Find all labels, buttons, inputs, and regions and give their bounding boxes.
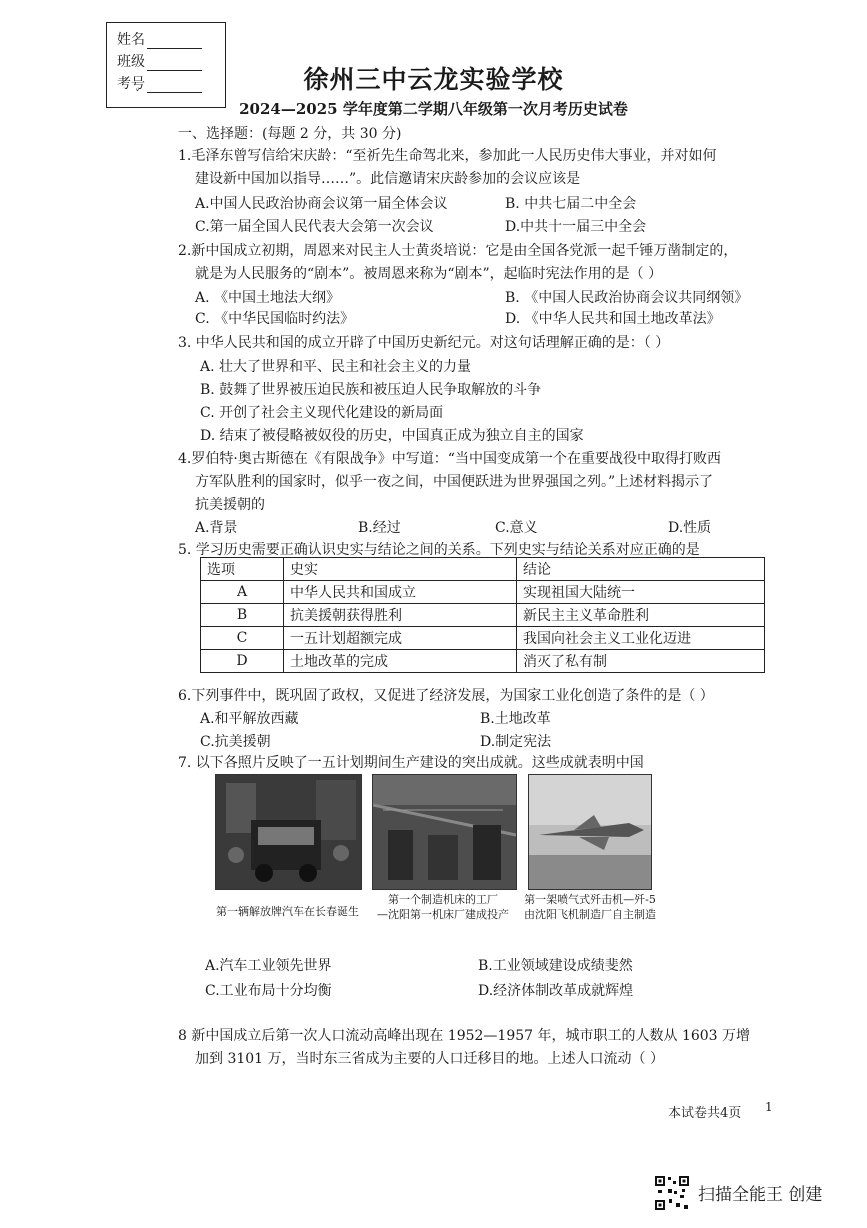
question-3: 3. 中华人民共和国的成立开辟了中国历史新纪元。对这句话理解正确的是：（ ） xyxy=(178,335,670,351)
q7-option-b: B.工业领域建设成绩斐然 xyxy=(478,958,633,974)
caption-jet-line1: 第一架喷气式歼击机—歼-5 xyxy=(524,893,656,906)
q4-option-b: B.经过 xyxy=(358,520,401,536)
question-4-cont: 方军队胜利的国家时，似乎一夜之间，中国便跃进为世界强国之列。”上述材料揭示了 xyxy=(195,474,714,490)
table-cell: A xyxy=(201,581,284,604)
q6-option-c: C.抗美援朝 xyxy=(200,734,271,750)
qr-code-icon xyxy=(654,1175,690,1211)
q1-option-d: D.中共十一届三中全会 xyxy=(505,219,647,235)
table-cell: 实现祖国大陆统一 xyxy=(517,581,765,604)
table-cell: 新民主主义革命胜利 xyxy=(517,604,765,627)
q3-option-b: B. 鼓舞了世界被压迫民族和被压迫人民争取解放的斗争 xyxy=(200,382,542,398)
table-header-row xyxy=(201,558,765,581)
q6-option-b: B.土地改革 xyxy=(480,711,551,727)
table-header-cell: 结论 xyxy=(517,558,765,581)
id-label: 考号 xyxy=(117,76,145,92)
table-cell: 一五计划超额完成 xyxy=(284,627,517,650)
question-1: 1.毛泽东曾写信给宋庆龄：“至祈先生命驾北来，参加此一人民历史伟大事业，并对如何 xyxy=(178,148,717,164)
caption-factory xyxy=(368,892,518,928)
question-7: 7. 以下各照片反映了一五计划期间生产建设的突出成就。这些成就表明中国 xyxy=(178,755,644,771)
question-2-cont: 就是为人民服务的“剧本”。被周恩来称为“剧本”，起临时宪法作用的是（ ） xyxy=(195,266,663,282)
q5-table xyxy=(200,557,765,673)
q1-option-c: C.第一届全国人民代表大会第一次会议 xyxy=(195,219,434,235)
table-cell: C xyxy=(201,627,284,650)
table-cell: 土地改革的完成 xyxy=(284,650,517,673)
question-6: 6.下列事件中，既巩固了政权，又促进了经济发展，为国家工业化创造了条件的是（ ） xyxy=(178,688,714,704)
question-2: 2.新中国成立初期，周恩来对民主人士黄炎培说：它是由全国各党派一起千锤万凿制定的， xyxy=(178,243,738,259)
table-row xyxy=(201,627,765,650)
caption-jet xyxy=(520,892,660,928)
q3-option-a: A. 壮大了世界和平、民主和社会主义的力量 xyxy=(200,359,472,375)
page-number: 1 xyxy=(765,1100,773,1114)
q1-option-a: A.中国人民政治协商会议第一届全体会议 xyxy=(195,196,448,212)
question-8-cont: 加到 3101 万，当时东三省成为主要的人口迁移目的地。上述人口流动（ ） xyxy=(195,1051,664,1067)
photo-factory xyxy=(372,774,517,890)
q7-option-a: A.汽车工业领先世界 xyxy=(205,958,332,974)
truck-icon xyxy=(216,775,361,889)
q1-option-b: B. 中共七届二中全会 xyxy=(505,196,637,212)
name-label: 姓名 xyxy=(117,32,145,48)
caption-jet-line2: 由沈阳飞机制造厂自主制造 xyxy=(524,908,656,921)
q2-option-c: C. 《中华民国临时约法》 xyxy=(195,311,355,327)
box-mark: ˅ xyxy=(135,89,140,100)
q7-option-c: C.工业布局十分均衡 xyxy=(205,983,332,999)
jet-icon xyxy=(529,775,651,889)
table-cell: 我国向社会主义工业化迈进 xyxy=(517,627,765,650)
q2-option-d: D. 《中华人民共和国土地改革法》 xyxy=(505,311,721,327)
q6-option-d: D.制定宪法 xyxy=(480,734,552,750)
q4-option-d: D.性质 xyxy=(668,520,712,536)
question-8: 8 新中国成立后第一次人口流动高峰出现在 1952—1957 年，城市职工的人数从 1603 万增 xyxy=(178,1028,751,1044)
table-cell: B xyxy=(201,604,284,627)
table-row xyxy=(201,604,765,627)
name-field xyxy=(117,29,202,49)
table-cell: 中华人民共和国成立 xyxy=(284,581,517,604)
q2-option-a: A. 《中国土地法大纲》 xyxy=(195,290,341,306)
class-label: 班级 xyxy=(117,54,145,70)
caption-factory-line1: 第一个制造机床的工厂 xyxy=(388,893,498,906)
q3-option-c: C. 开创了社会主义现代化建设的新局面 xyxy=(200,405,444,421)
school-name: 徐州三中云龙实验学校 xyxy=(303,65,564,94)
question-1-cont: 建设新中国加以指导……”。此信邀请宋庆龄参加的会议应该是 xyxy=(195,171,581,187)
q7-option-d: D.经济体制改革成就辉煌 xyxy=(478,983,634,999)
q4-option-a: A.背景 xyxy=(195,520,238,536)
photo-jet xyxy=(528,774,652,890)
q6-option-a: A.和平解放西藏 xyxy=(200,711,299,727)
question-4-cont2: 抗美援朝的 xyxy=(195,497,265,513)
table-row xyxy=(201,650,765,673)
page-count: 本试卷共4页 xyxy=(668,1106,742,1121)
scanner-watermark: 扫描全能王 创建 xyxy=(698,1185,823,1205)
q3-option-d: D. 结束了被侵略被奴役的历史，中国真正成为独立自主的国家 xyxy=(200,428,584,444)
caption-truck: 第一辆解放牌汽车在长春诞生 xyxy=(216,905,359,918)
exam-title: 2024—2025 学年度第二学期八年级第一次月考历史试卷 xyxy=(239,100,628,118)
question-5: 5. 学习历史需要正确认识史实与结论之间的关系。下列史实与结论关系对应正确的是 xyxy=(178,542,700,558)
table-header-cell: 史实 xyxy=(284,558,517,581)
caption-factory-line2: —沈阳第一机床厂建成投产 xyxy=(377,908,509,921)
q2-option-b: B. 《中国人民政治协商会议共同纲领》 xyxy=(505,290,749,306)
table-cell: D xyxy=(201,650,284,673)
table-header-cell: 选项 xyxy=(201,558,284,581)
section-heading: 一、选择题：(每题 2 分，共 30 分) xyxy=(178,126,402,142)
q4-option-c: C.意义 xyxy=(495,520,538,536)
table-cell: 消灭了私有制 xyxy=(517,650,765,673)
table-cell: 抗美援朝获得胜利 xyxy=(284,604,517,627)
factory-icon xyxy=(373,775,516,889)
photo-truck xyxy=(215,774,362,890)
question-4: 4.罗伯特·奥古斯德在《有限战争》中写道：“当中国变成第一个在重要战役中取得打败西 xyxy=(178,451,721,467)
table-row xyxy=(201,581,765,604)
